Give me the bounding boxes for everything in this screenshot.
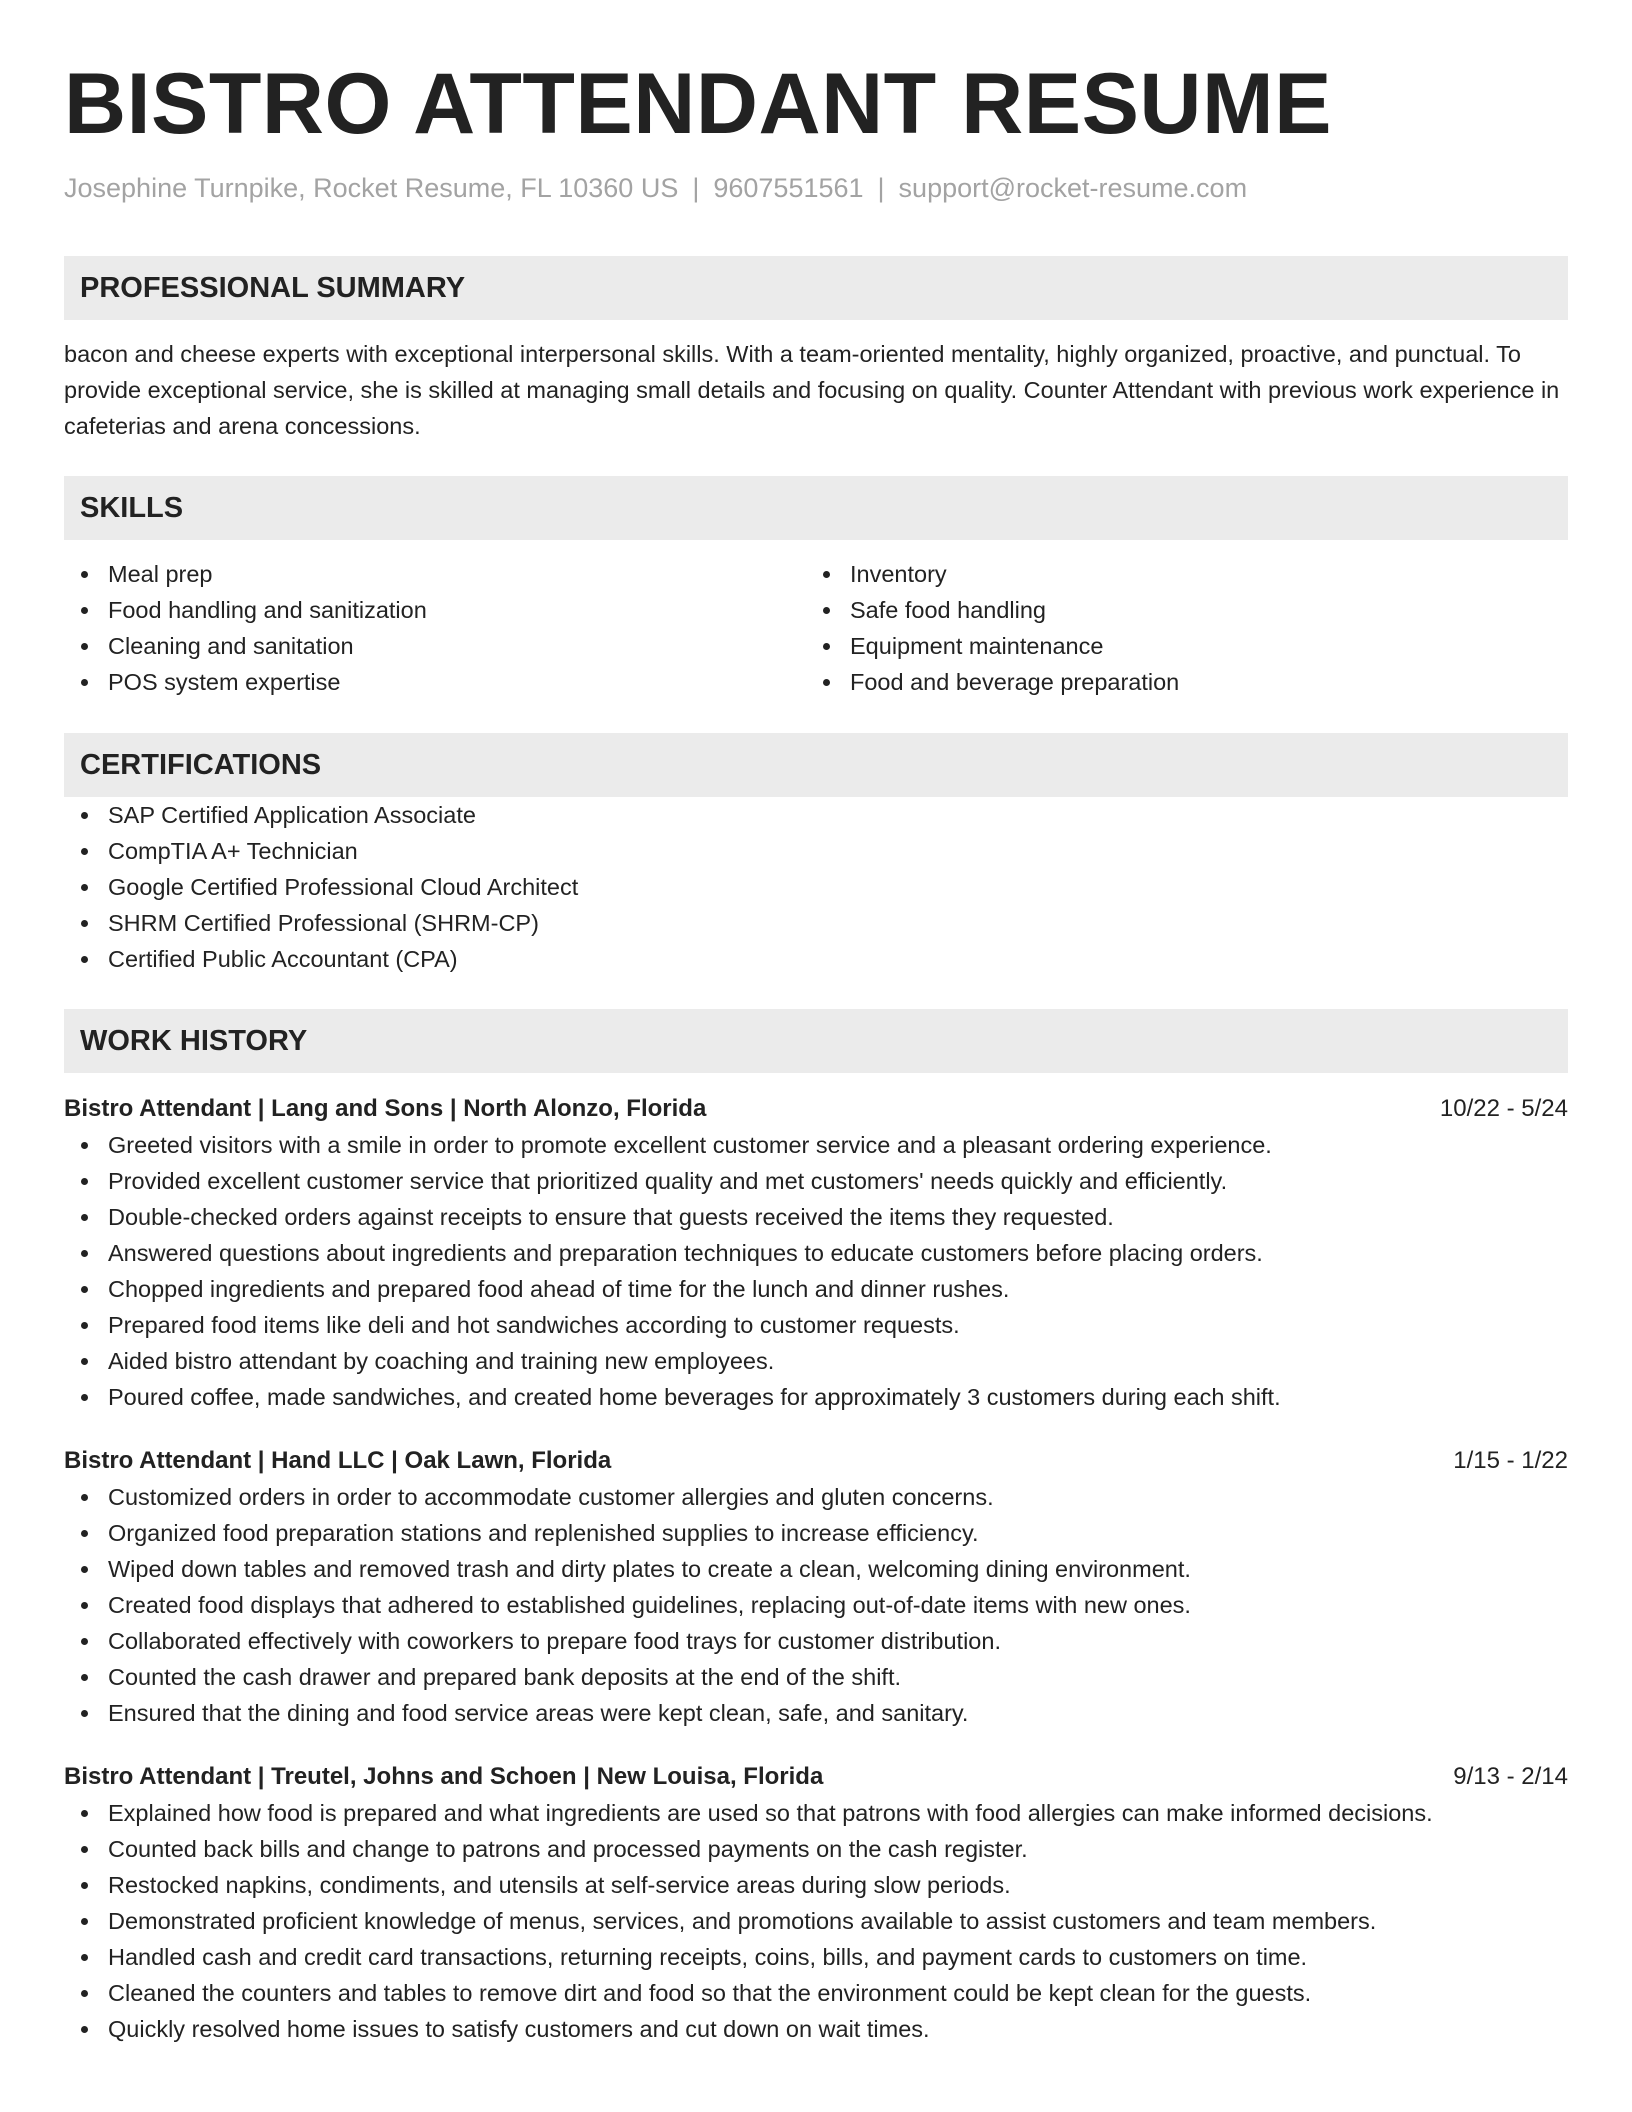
job-title: Bistro Attendant | Lang and Sons | North Alonzo, Florida — [64, 1095, 707, 1122]
certification-item: CompTIA A+ Technician — [64, 833, 1568, 869]
job-bullet: Organized food preparation stations and replenished supplies to increase efficiency. — [64, 1515, 1568, 1551]
certification-item: SHRM Certified Professional (SHRM-CP) — [64, 905, 1568, 941]
certifications-heading: CERTIFICATIONS — [64, 733, 1568, 797]
job-bullet: Created food displays that adhered to established guidelines, replacing out-of-date items with new ones. — [64, 1587, 1568, 1623]
job-entry — [64, 1759, 1568, 2047]
job-dates: 1/15 - 1/22 — [1453, 1447, 1568, 1474]
job-bullet: Collaborated effectively with coworkers to prepare food trays for customer distribution. — [64, 1623, 1568, 1659]
skill-item: Food handling and sanitization — [64, 592, 806, 628]
job-bullet-list — [64, 1479, 1568, 1731]
job-bullet: Poured coffee, made sandwiches, and created home beverages for approximately 3 customers during each shift. — [64, 1379, 1568, 1415]
skills-list-left — [64, 556, 806, 700]
contact-line — [64, 170, 1568, 206]
resume-title: BISTRO ATTENDANT RESUME — [64, 56, 1333, 152]
contact-phone: 9607551561 — [713, 173, 864, 203]
job-dates: 10/22 - 5/24 — [1439, 1095, 1568, 1122]
skill-item: Inventory — [806, 556, 1548, 592]
job-bullet: Provided excellent customer service that prioritized quality and met customers' needs quickly and efficiently. — [64, 1163, 1568, 1199]
job-header — [64, 1091, 1568, 1127]
job-bullet-list — [64, 1127, 1568, 1415]
certification-item: SAP Certified Application Associate — [64, 797, 1568, 833]
job-header — [64, 1443, 1568, 1479]
job-bullet: Explained how food is prepared and what ingredients are used so that patrons with food allergies can make informed decisions. — [64, 1795, 1568, 1831]
job-bullet: Demonstrated proficient knowledge of menus, services, and promotions available to assist customers and team members. — [64, 1903, 1568, 1939]
job-dates: 9/13 - 2/14 — [1453, 1763, 1568, 1790]
job-bullet: Restocked napkins, condiments, and utensils at self-service areas during slow periods. — [64, 1867, 1568, 1903]
skill-item: Equipment maintenance — [806, 628, 1548, 664]
job-title: Bistro Attendant | Treutel, Johns and Schoen | New Louisa, Florida — [64, 1763, 824, 1790]
job-bullet: Prepared food items like deli and hot sandwiches according to customer requests. — [64, 1307, 1568, 1343]
job-bullet: Aided bistro attendant by coaching and training new employees. — [64, 1343, 1568, 1379]
skills-heading: SKILLS — [64, 476, 1568, 540]
job-bullet: Wiped down tables and removed trash and dirty plates to create a clean, welcoming dining environment. — [64, 1551, 1568, 1587]
certifications-list — [64, 797, 1568, 977]
job-bullet: Quickly resolved home issues to satisfy customers and cut down on wait times. — [64, 2011, 1568, 2047]
job-bullet: Handled cash and credit card transactions, returning receipts, coins, bills, and payment cards to customers on time. — [64, 1939, 1568, 1975]
job-bullet: Cleaned the counters and tables to remove dirt and food so that the environment could be kept clean for the guests. — [64, 1975, 1568, 2011]
skills-grid — [64, 556, 1568, 700]
job-bullet: Customized orders in order to accommodate customer allergies and gluten concerns. — [64, 1479, 1568, 1515]
contact-email: support@rocket-resume.com — [898, 173, 1248, 203]
job-bullet: Greeted visitors with a smile in order to promote excellent customer service and a pleasant ordering experience. — [64, 1127, 1568, 1163]
work-history-heading: WORK HISTORY — [64, 1009, 1568, 1073]
job-bullet: Chopped ingredients and prepared food ahead of time for the lunch and dinner rushes. — [64, 1271, 1568, 1307]
skills-list-right — [806, 556, 1548, 700]
job-bullet: Double-checked orders against receipts to ensure that guests received the items they requested. — [64, 1199, 1568, 1235]
skill-item: Meal prep — [64, 556, 806, 592]
certification-item: Google Certified Professional Cloud Architect — [64, 869, 1568, 905]
job-title: Bistro Attendant | Hand LLC | Oak Lawn, Florida — [64, 1447, 612, 1474]
contact-separator: | — [692, 173, 700, 203]
job-bullet-list — [64, 1795, 1568, 2047]
job-header — [64, 1759, 1568, 1795]
resume-page — [64, 56, 1568, 2047]
contact-address: Josephine Turnpike, Rocket Resume, FL 10360 US — [64, 173, 679, 203]
job-entry — [64, 1443, 1568, 1731]
summary-heading: PROFESSIONAL SUMMARY — [64, 256, 1568, 320]
job-bullet: Counted back bills and change to patrons and processed payments on the cash register. — [64, 1831, 1568, 1867]
skill-item: Food and beverage preparation — [806, 664, 1548, 700]
summary-text: bacon and cheese experts with exceptional interpersonal skills. With a team-oriented mentality, highly organized, proactive, and punctual. To provide exceptional service, she is skilled at managing small details and focusing on quality. Counter Attendant with previous work experience in cafeterias and arena concessions. — [64, 341, 1560, 439]
job-bullet: Ensured that the dining and food service areas were kept clean, safe, and sanitary. — [64, 1695, 1568, 1731]
contact-separator: | — [877, 173, 885, 203]
job-bullet: Answered questions about ingredients and preparation techniques to educate customers before placing orders. — [64, 1235, 1568, 1271]
skill-item: Cleaning and sanitation — [64, 628, 806, 664]
job-entry — [64, 1091, 1568, 1415]
skill-item: POS system expertise — [64, 664, 806, 700]
skill-item: Safe food handling — [806, 592, 1548, 628]
job-bullet: Counted the cash drawer and prepared bank deposits at the end of the shift. — [64, 1659, 1568, 1695]
certification-item: Certified Public Accountant (CPA) — [64, 941, 1568, 977]
